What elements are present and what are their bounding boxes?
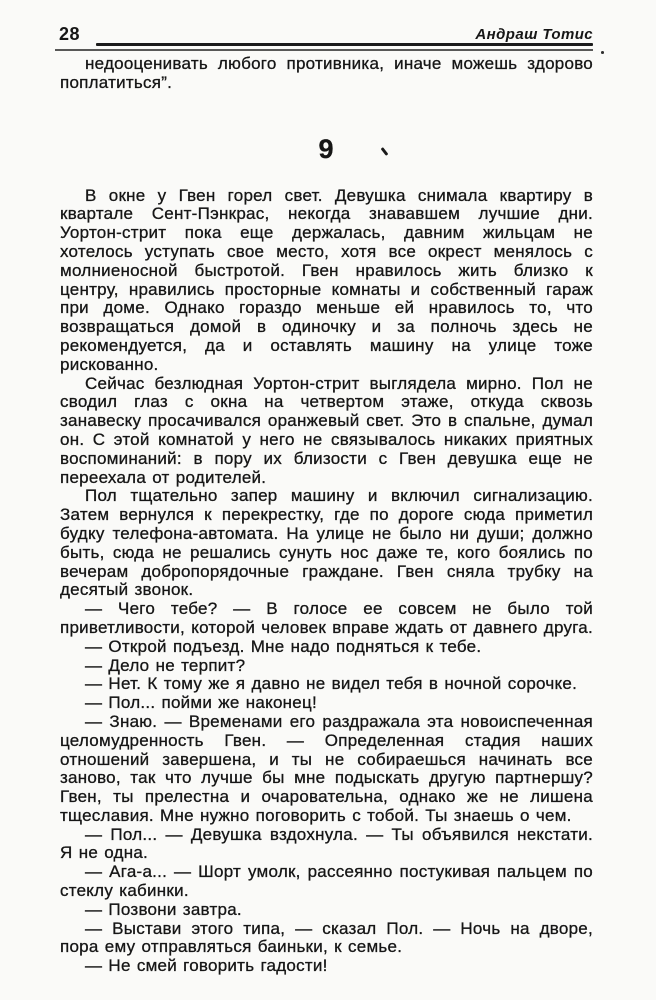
paragraph: В окне у Гвен горел свет. Девушка снимала квартиру в квартале Сент-Пэнкрас, некогда знававшем лучшие дни. Уортон-стрит пока еще держалась, давним жильцам не хотелось уступать свое место, хотя все окрест менялось с молниеносной быстротой. Гвен нравилось жить близко к центру, нравились просторные комнаты и собственный гараж при доме. Однако гораздо меньше ей нравилось то, что возвращаться домой в одиночку и за полночь здесь не рекомендуется, да и оставлять машину на улице тоже рискованно. — [60, 185, 593, 374]
paragraph: — Пол... пойми же наконец! — [85, 693, 317, 713]
ink-tick-mark — [380, 147, 388, 156]
paragraph-continuation: недооценивать любого противника, иначе можешь здорово поплатиться”. — [60, 54, 593, 92]
paragraph: — Знаю. — Временами его раздражала эта новоиспеченная целомудренность Гвен. — Определенная стадия наших отношений завершена, и ты не собираешься начинать все заново, так что лучше бы мне подыскать другую партнершу? Гвен, ты прелестна и очаровательна, однако же не лишена тщеславия. Мне нужно поговорить с тобой. Ты знаешь о чем. — [60, 711, 593, 825]
paragraphs-container — [60, 187, 593, 976]
paragraph: — Чего тебе? — В голосе ее совсем не было той приветливости, которой человек вправе ждать от давнего друга. — [60, 599, 593, 637]
paragraph: Сейчас безлюдная Уортон-стрит выглядела мирно. Пол не сводил глаз с окна на четвертом этаже, откуда сквозь занавеску просачивался оранжевый свет. Это в спальне, думал он. С этой комнатой у него не связывалось никаких приятных воспоминаний: в пору их близости с Гвен девушка еще не переехала от родителей. — [60, 373, 593, 487]
paragraph: — Не смей говорить гадости! — [85, 956, 328, 976]
header-rule-bottom — [55, 49, 593, 51]
paragraph: — Ага-а... — Шорт умолк, рассеянно постукивая пальцем по стеклу кабинки. — [60, 862, 593, 901]
chapter-heading — [60, 135, 593, 163]
header-rule-top — [96, 43, 593, 46]
paragraph: — Пол... — Девушка вздохнула. — Ты объявился некстати. Я не одна. — [60, 824, 593, 863]
paragraph: — Открой подъезд. Мне надо подняться к тебе. — [85, 636, 482, 656]
chapter-number: 9 — [318, 133, 335, 164]
running-head — [59, 24, 593, 54]
paragraph: — Позвони завтра. — [85, 899, 242, 919]
ink-speck — [601, 51, 604, 54]
paragraph: — Выстави этого типа, — сказал Пол. — Ночь на дворе, пора ему отправляться баиньки, к семье. — [60, 918, 593, 957]
running-title-author: Андраш Тотис — [475, 26, 593, 43]
paragraph: — Нет. К тому же я давно не видел тебя в ночной сорочке. — [85, 674, 578, 694]
paragraph: Пол тщательно запер машину и включил сигнализацию. Затем вернулся к перекрестку, где по дороге сюда приметил будку телефона-автомата. На улице не было ни души; должно быть, сюда не решались сунуть нос даже те, кого боялись по вечерам добропорядочные граждане. Гвен сняла трубку на десятый звонок. — [60, 486, 593, 600]
page-number: 28 — [59, 24, 81, 44]
paragraph: — Дело не терпит? — [85, 655, 246, 675]
page-body — [60, 55, 593, 976]
